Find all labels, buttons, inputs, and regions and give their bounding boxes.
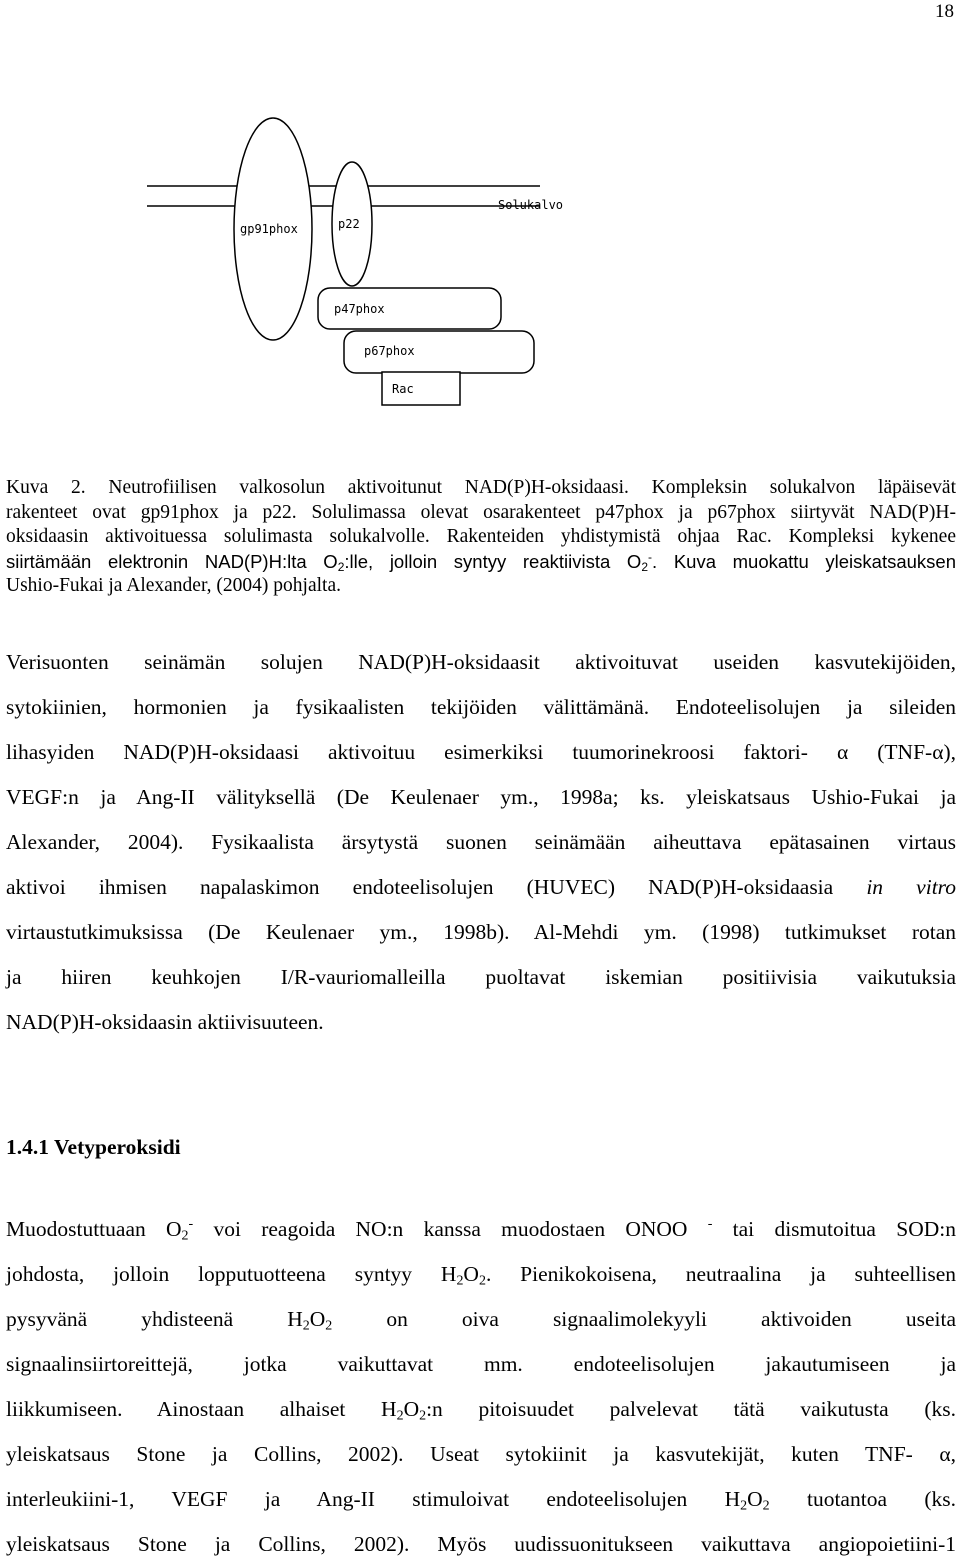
text-span: O [309, 1307, 326, 1331]
text-span: aktivoi ihmisen napalaskimon endoteelisolujen (HUVEC) NAD(P)H-oksidaasia [6, 875, 867, 899]
text-line: Alexander, 2004). Fysikaalista ärsytystä suonen seinämään aiheuttava epätasainen virtaus [6, 830, 956, 854]
text-line: sytokiinien, hormonien ja fysikaalisten tekijöiden välittämänä. Endoteelisolujen ja sileiden [6, 695, 956, 719]
text-line: virtaustutkimuksissa (De Keulenaer ym., 1998b). Al-Mehdi ym. (1998) tutkimukset rotan [6, 920, 956, 944]
figure-caption [6, 476, 956, 599]
paragraph-1 [6, 640, 956, 1045]
label-solukalvo: Solukalvo [498, 198, 564, 212]
subscript: 2 [740, 1498, 748, 1514]
subscript: 2 [337, 559, 345, 574]
label-p47phox: p47phox [334, 302, 385, 316]
diagram-shapes [0, 0, 960, 470]
label-gp91phox: gp91phox [240, 222, 298, 236]
caption-line: rakenteet ovat gp91phox ja p22. Solulimassa olevat osarakenteet p47phox ja p67phox siirtyvät NAD(P)H- [6, 501, 956, 523]
label-rac: Rac [392, 382, 414, 396]
subscript: 2 [302, 1318, 310, 1334]
page-number: 18 [935, 1, 954, 22]
text-span: on oiva signaalimolekyyli aktivoiden useita [332, 1307, 957, 1331]
caption-line: Ushio-Fukai ja Alexander, (2004) pohjalta. [6, 575, 341, 596]
subscript: 2 [478, 1273, 486, 1289]
text-span: . Pienikokoisena, neutraalina ja suhteellisen [485, 1262, 956, 1286]
text-span: O [463, 1262, 479, 1286]
caption-line: Kuva 2. Neutrofiilisen valkosolun aktivoitunut NAD(P)H-oksidaasi. Kompleksin solukalvon läpäisevät [6, 477, 956, 498]
text-line [6, 1387, 956, 1432]
text-span: johdosta, jolloin lopputuotteena syntyy H [6, 1262, 457, 1286]
subscript: 2 [641, 559, 648, 574]
text-line [6, 1207, 956, 1252]
text-line: VEGF:n ja Ang-II välityksellä (De Keulenaer ym., 1998a; ks. yleiskatsaus Ushio-Fukai ja [6, 785, 956, 809]
caption-text: siirtämään elektronin NAD(P)H:lta O [6, 550, 338, 572]
subscript: 2 [456, 1273, 464, 1289]
paragraph-2 [6, 1207, 956, 1567]
text-line: yleiskatsaus Stone ja Collins, 2002). Myös uudissuonitukseen vaikuttava angiopoietiini-1 [6, 1532, 956, 1556]
text-line: yleiskatsaus Stone ja Collins, 2002). Useat sytokiinit ja kasvutekijät, kuten TNF- α, [6, 1442, 956, 1466]
caption-text: :lle, jolloin syntyy reaktiivista O [344, 550, 642, 572]
subscript: 2 [762, 1498, 770, 1514]
text-span: pysyvänä yhdisteenä H [6, 1307, 303, 1331]
superscript: - [188, 1216, 194, 1232]
text-span: :n pitoisuudet palvelevat tätä vaikutusta (ks. [426, 1397, 956, 1421]
section-heading: 1.4.1 Vetyperoksidi [6, 1135, 181, 1159]
subscript: 2 [396, 1408, 404, 1424]
text-line: lihasyiden NAD(P)H-oksidaasi aktivoituu esimerkiksi tuumorinekroosi faktori- α (TNF-α), [6, 740, 956, 764]
label-p22: p22 [338, 217, 360, 231]
subscript: 2 [181, 1228, 189, 1244]
text-line: NAD(P)H-oksidaasin aktiivisuuteen. [6, 1010, 324, 1034]
text-span: liikkumiseen. Ainostaan alhaiset H [6, 1397, 397, 1421]
text-span: O [403, 1397, 420, 1421]
subscript: 2 [419, 1408, 427, 1424]
superscript: - [648, 549, 653, 564]
italic-text: in vitro [866, 875, 956, 899]
text-line: Verisuonten seinämän solujen NAD(P)H-oksidaasit aktivoituvat useiden kasvutekijöiden, [6, 650, 956, 674]
text-line [6, 1297, 956, 1342]
text-line: signaalinsiirtoreittejä, jotka vaikuttavat mm. endoteelisolujen jakautumiseen ja [6, 1352, 956, 1376]
label-p67phox: p67phox [364, 344, 415, 358]
text-span: interleukiini-1, VEGF ja Ang-II stimuloivat endoteelisolujen H [6, 1487, 741, 1511]
text-span: voi reagoida NO:n kanssa muodostaen ONOO [193, 1217, 708, 1241]
nadph-oxidase-diagram [0, 0, 960, 470]
text-line: ja hiiren keuhkojen I/R-vauriomalleilla puoltavat iskemian positiivisia vaikutuksia [6, 965, 956, 989]
text-span: tai dismutoitua SOD:n [712, 1217, 956, 1241]
subscript: 2 [325, 1318, 333, 1334]
text-line [6, 865, 956, 910]
text-line [6, 1252, 956, 1297]
superscript: - [707, 1216, 713, 1232]
caption-text: . Kuva muokattu yleiskatsauksen [652, 550, 956, 572]
caption-line: oksidaasin aktivoituessa solulimasta solukalvolle. Rakenteiden yhdistymistä ohjaa Rac. Kompleksi kykenee [6, 526, 956, 547]
caption-line [6, 550, 956, 575]
text-span: tuotantoa (ks. [769, 1487, 956, 1511]
text-line [6, 1477, 956, 1522]
text-span: Muodostuttuaan O [6, 1217, 182, 1241]
text-span: O [747, 1487, 763, 1511]
